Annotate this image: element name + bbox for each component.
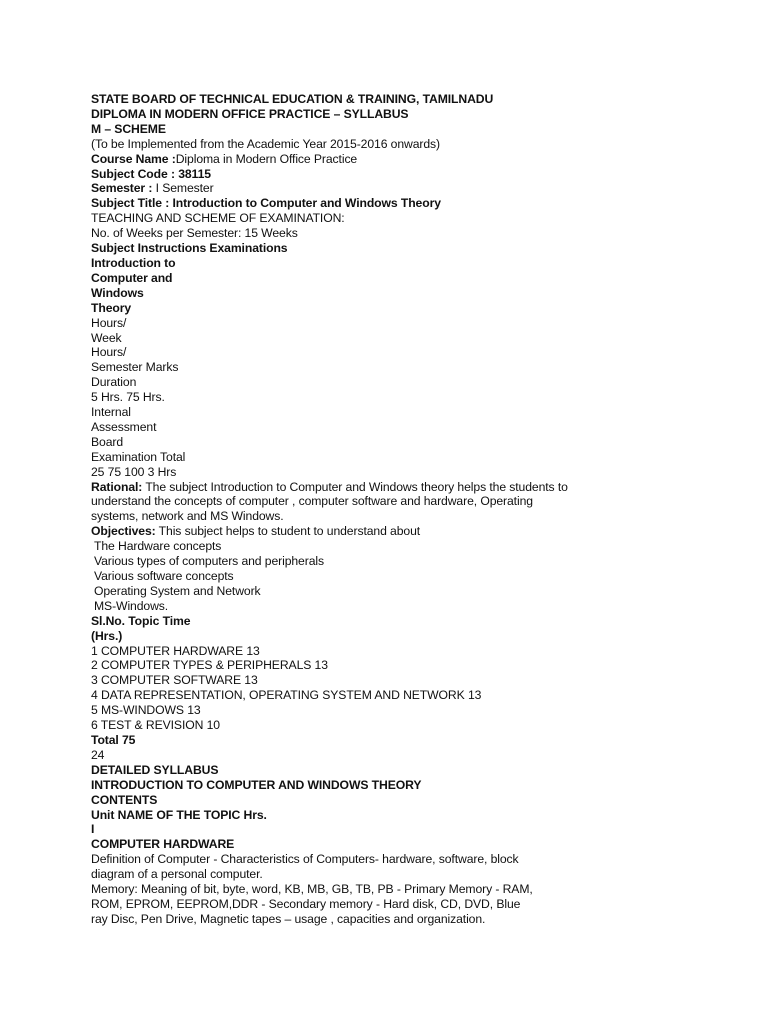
syllabus-line: ROM, EPROM, EEPROM,DDR - Secondary memory - Hard disk, CD, DVD, Blue	[91, 896, 521, 911]
unit-title: COMPUTER HARDWARE	[91, 837, 235, 852]
objective-item	[91, 554, 711, 569]
scheme-line: Hours/	[91, 315, 127, 330]
rational-text: understand the concepts of computer , computer software and hardware, Operating	[91, 494, 533, 509]
objectives-text: This subject helps to student to understand about	[155, 524, 421, 539]
objective-item	[91, 569, 711, 584]
objective-item	[91, 539, 711, 554]
rational-text: The subject Introduction to Computer and Windows theory helps the students to	[142, 479, 568, 494]
scheme-heading: TEACHING AND SCHEME OF EXAMINATION:	[91, 211, 345, 226]
topic-row: 6 TEST & REVISION 10	[91, 718, 220, 733]
subject-code: Subject Code : 38115	[91, 166, 211, 181]
topic-row: 1 COMPUTER HARDWARE 13	[91, 643, 260, 658]
objective-item	[91, 584, 711, 599]
scheme-line: Week	[91, 330, 122, 345]
course-name-value: Diploma in Modern Office Practice	[175, 151, 358, 166]
scheme-line: Examination Total	[91, 449, 186, 464]
weeks-line: No. of Weeks per Semester: 15 Weeks	[91, 226, 298, 241]
rational-line	[91, 480, 711, 495]
syllabus-line: Definition of Computer - Characteristics of Computers- hardware, software, block	[91, 852, 519, 867]
topics-header: Sl.No. Topic Time	[91, 613, 191, 628]
scheme-line: Board	[91, 434, 124, 449]
page-number: 24	[91, 747, 105, 762]
scheme-line: 5 Hrs. 75 Hrs.	[91, 390, 165, 405]
topics-header-hrs: (Hrs.)	[91, 628, 123, 643]
board-title: STATE BOARD OF TECHNICAL EDUCATION & TRAINING, TAMILNADU	[91, 92, 494, 106]
scheme-title: M – SCHEME	[91, 121, 166, 136]
unit-header: Unit NAME OF THE TOPIC Hrs.	[91, 807, 267, 822]
rational-text: systems, network and MS Windows.	[91, 509, 284, 524]
scheme-line: Hours/	[91, 345, 127, 360]
topic-row: 2 COMPUTER TYPES & PERIPHERALS 13	[91, 658, 328, 673]
semester-line	[91, 181, 711, 196]
objective-text: MS-Windows.	[94, 598, 169, 613]
syllabus-line: diagram of a personal computer.	[91, 867, 263, 882]
syllabus-line: Memory: Meaning of bit, byte, word, KB, MB, GB, TB, PB - Primary Memory - RAM,	[91, 882, 533, 897]
subject-line: Windows	[91, 285, 144, 300]
instructions-header: Subject Instructions Examinations	[91, 241, 288, 256]
scheme-line: Duration	[91, 375, 137, 390]
unit-number: I	[91, 822, 95, 837]
topic-row: 4 DATA REPRESENTATION, OPERATING SYSTEM AND NETWORK 13	[91, 688, 482, 703]
subject-title: Subject Title : Introduction to Computer and Windows Theory	[91, 196, 441, 211]
subject-line: Introduction to	[91, 255, 176, 270]
syllabus-subheading: INTRODUCTION TO COMPUTER AND WINDOWS THEORY	[91, 777, 422, 792]
diploma-title: DIPLOMA IN MODERN OFFICE PRACTICE – SYLLABUS	[91, 106, 409, 121]
topics-total: Total 75	[91, 732, 136, 747]
objective-text: Various software concepts	[94, 569, 234, 583]
course-name-label: Course Name :	[91, 151, 176, 166]
topic-row: 5 MS-WINDOWS 13	[91, 703, 201, 718]
scheme-line: 25 75 100 3 Hrs	[91, 464, 177, 479]
rational-label: Rational:	[91, 479, 143, 494]
syllabus-line: ray Disc, Pen Drive, Magnetic tapes – usage , capacities and organization.	[91, 911, 486, 926]
semester-label: Semester :	[91, 181, 156, 196]
objectives-label: Objectives:	[91, 524, 156, 539]
scheme-line: Semester Marks	[91, 360, 179, 375]
subject-line: Theory	[91, 300, 132, 315]
objective-item	[91, 599, 711, 614]
detailed-syllabus-heading: DETAILED SYLLABUS	[91, 762, 219, 777]
scheme-line: Internal	[91, 405, 131, 420]
document-page	[91, 92, 711, 927]
objective-text: Various types of computers and peripherals	[94, 554, 324, 569]
semester-value: I Semester	[155, 181, 214, 196]
objectives-line	[91, 524, 711, 539]
contents-heading: CONTENTS	[91, 792, 158, 807]
topic-row: 3 COMPUTER SOFTWARE 13	[91, 673, 258, 688]
course-name-line	[91, 152, 711, 167]
objective-text: Operating System and Network	[94, 583, 261, 598]
scheme-line: Assessment	[91, 419, 157, 434]
implemented-note: (To be Implemented from the Academic Year 2015-2016 onwards)	[91, 136, 440, 151]
objective-text: The Hardware concepts	[94, 539, 222, 554]
subject-line: Computer and	[91, 270, 173, 285]
